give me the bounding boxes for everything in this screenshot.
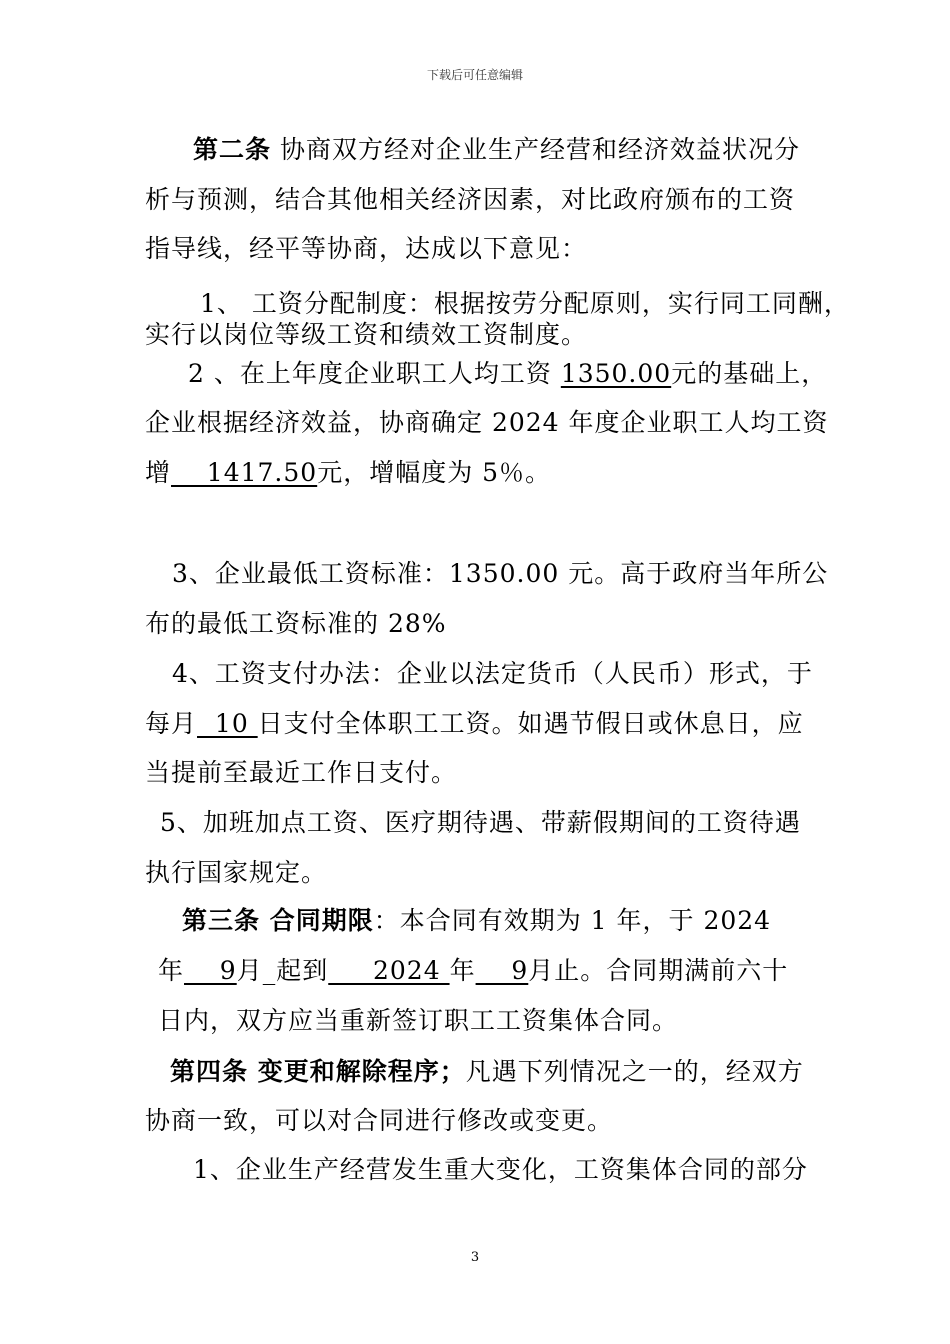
item-2-line-3	[145, 456, 551, 490]
article-3-heading: 第三条 合同期限	[182, 906, 374, 935]
item-2-text: 2 、在上年度企业职工人均工资	[188, 359, 561, 388]
article-4-heading: 第四条 变更和解除程序；	[170, 1057, 466, 1086]
until-label: _起到	[262, 956, 329, 985]
item-4-prefix: 每月	[145, 709, 198, 738]
article-3-line-2	[158, 954, 788, 988]
article-4-text: 凡遇下列情况之一的，经双方	[465, 1057, 804, 1086]
item-4-line-3: 当提前至最近工作日支付。	[145, 758, 458, 787]
item-2-line-1	[188, 357, 827, 391]
item-5-line-2: 执行国家规定。	[145, 858, 328, 887]
item-4-line-2	[145, 707, 804, 741]
item-2-line-2: 企业根据经济效益，协商确定 2024 年度企业职工人均工资	[145, 408, 829, 437]
base-wage-value: 1350.00	[560, 359, 672, 388]
pay-day-value: 10	[197, 709, 258, 738]
article-2-line-1	[193, 133, 800, 167]
article-2-line-2: 析与预测，结合其他相关经济因素，对比政府颁布的工资	[145, 185, 796, 214]
month-label: 月	[236, 956, 263, 985]
year-label: 年	[158, 956, 185, 985]
item-2-prefix: 增	[145, 458, 172, 487]
article-3-line-2-end: 月止。合同期满前六十	[528, 956, 789, 985]
item-1-line-1: 1、 工资分配制度：根据按劳分配原则，实行同工同酬，	[200, 289, 850, 318]
item-3-line-2: 布的最低工资标准的 28%	[145, 609, 447, 638]
year-label-2: 年	[449, 956, 476, 985]
article-2-text: 协商双方经对企业生产经营和经济效益状况分	[271, 135, 800, 164]
item-2-increase-text: 元，增幅度为 5％。	[317, 458, 552, 487]
article-3-text: ：本合同有效期为 1 年，于 2024	[373, 906, 772, 935]
item-2-text-end: 元的基础上，	[671, 359, 828, 388]
article-3-line-1	[182, 904, 771, 938]
article-2-heading: 第二条	[193, 135, 272, 164]
item-1-line-2: 实行以岗位等级工资和绩效工资制度。	[145, 320, 588, 349]
new-wage-value: 1417.50	[171, 458, 318, 487]
article-4-item-1: 1、企业生产经营发生重大变化，工资集体合同的部分	[193, 1155, 808, 1184]
item-4-line-1: 4、工资支付办法：企业以法定货币（人民币）形式，于	[172, 659, 813, 688]
article-2-line-3: 指导线，经平等协商，达成以下意见：	[145, 234, 588, 263]
item-3-line-1: 3、企业最低工资标准：1350.00 元。高于政府当年所公	[172, 559, 829, 588]
page-number: 3	[470, 1250, 480, 1265]
item-5-line-1: 5、加班加点工资、医疗期待遇、带薪假期间的工资待遇	[160, 808, 801, 837]
article-3-line-3: 日内，双方应当重新签订职工工资集体合同。	[158, 1006, 679, 1035]
page-header: 下载后可任意编辑	[426, 68, 523, 82]
article-4-line-1	[170, 1055, 804, 1089]
end-month-value: 9	[475, 956, 529, 985]
article-4-line-2: 协商一致，可以对合同进行修改或变更。	[145, 1106, 614, 1135]
item-4-text: 日支付全体职工工资。如遇节假日或休息日，应	[257, 709, 804, 738]
end-year-value: 2024	[328, 956, 450, 985]
start-month-value: 9	[184, 956, 237, 985]
